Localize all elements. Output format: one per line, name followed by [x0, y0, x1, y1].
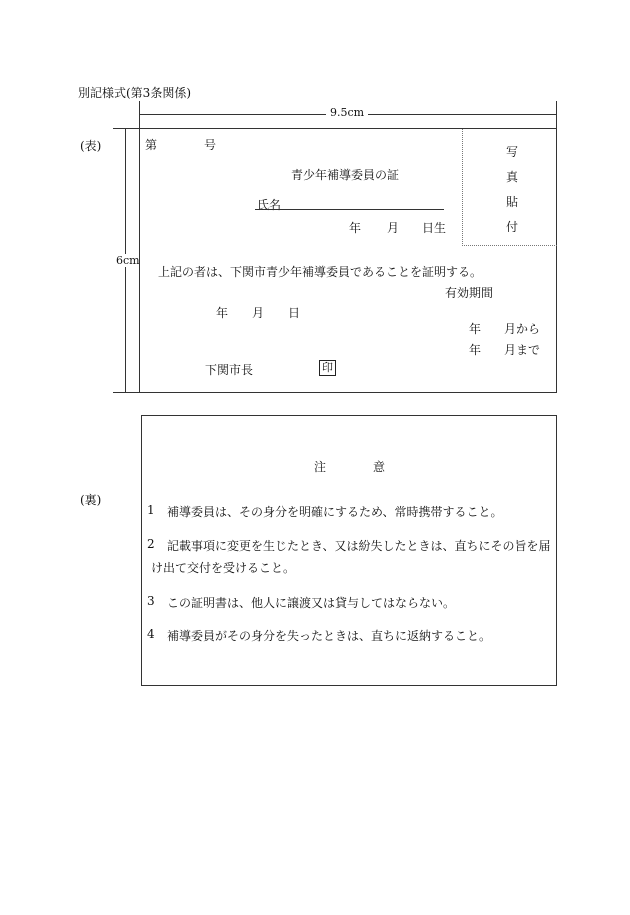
notes-title-left: 注 — [314, 460, 327, 474]
dimension-tick-right — [556, 101, 557, 128]
front-side-label: (表) — [80, 139, 102, 153]
note-4-text: 補導委員がその身分を失ったときは、直ちに返納すること。 — [167, 629, 492, 643]
form-title: 別記様式(第3条関係) — [78, 86, 191, 100]
valid-to-year: 年 — [469, 343, 482, 357]
birth-year: 年 — [349, 221, 362, 235]
seal-mark: 印 — [319, 360, 336, 376]
note-4-number: 4 — [147, 627, 155, 641]
dimension-tick-bottom — [113, 392, 139, 393]
number-suffix: 号 — [204, 138, 217, 152]
issue-day: 日 — [288, 306, 301, 320]
height-dimension-label: 6cm — [112, 254, 144, 267]
photo-char-1: 写 — [506, 145, 519, 159]
note-2-text: 記載事項に変更を生じたとき、又は紛失したときは、直ちにその旨を届 — [167, 539, 551, 553]
dimension-tick-top — [113, 128, 139, 129]
name-label: 氏名 — [257, 198, 282, 212]
photo-char-3: 貼 — [506, 195, 519, 209]
birth-day: 日生 — [422, 221, 447, 235]
photo-char-2: 真 — [506, 170, 519, 184]
note-3-text: この証明書は、他人に譲渡又は貸与してはならない。 — [167, 596, 456, 610]
note-2-number: 2 — [147, 537, 155, 551]
note-1-number: 1 — [147, 503, 155, 517]
certificate-title: 青少年補導委員の証 — [291, 168, 400, 182]
issue-month: 月 — [252, 306, 265, 320]
notes-title-right: 意 — [373, 460, 386, 474]
issue-year: 年 — [216, 306, 229, 320]
certification-statement: 上記の者は、下関市青少年補導委員であることを証明する。 — [158, 265, 483, 279]
note-1-text: 補導委員は、その身分を明確にするため、常時携帯すること。 — [167, 505, 503, 519]
validity-label: 有効期間 — [445, 286, 494, 300]
valid-from-month: 月から — [504, 322, 541, 336]
issuer-name: 下関市長 — [205, 363, 254, 377]
note-3-number: 3 — [147, 594, 155, 608]
valid-to-month: 月まで — [504, 343, 541, 357]
number-prefix: 第 — [145, 138, 158, 152]
back-side-label: (裏) — [80, 493, 102, 507]
note-2-text-continued: け出て交付を受けること。 — [151, 561, 296, 575]
valid-from-year: 年 — [469, 322, 482, 336]
name-underline — [255, 209, 444, 210]
photo-char-4: 付 — [506, 220, 519, 234]
birth-month: 月 — [387, 221, 400, 235]
width-dimension-label: 9.5cm — [326, 106, 368, 119]
